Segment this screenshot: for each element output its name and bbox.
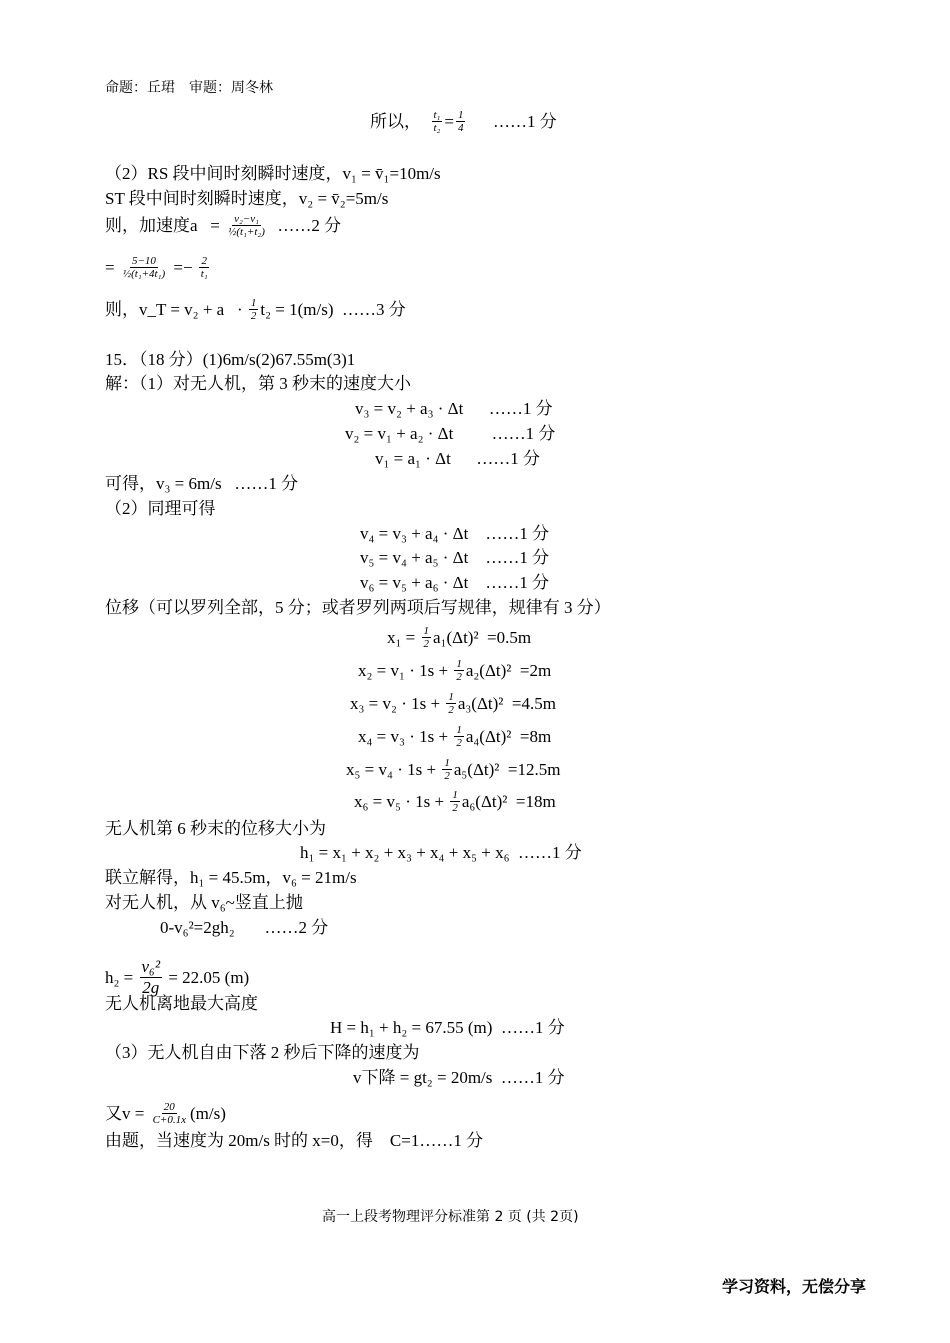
text-line	[160, 917, 328, 939]
text-segment: a₁(Δt)² =0.5m	[433, 627, 532, 647]
text-line	[105, 1101, 226, 1126]
denominator: 4	[457, 122, 464, 134]
denominator: ½(t₁+4t₁)	[122, 268, 166, 280]
text-segment: 对无人机，从 v₆~竖直上抛	[105, 893, 303, 912]
fraction	[226, 213, 267, 238]
text-line	[105, 163, 441, 185]
numerator: 2	[201, 255, 207, 267]
text-segment: a₆(Δt)² =18m	[461, 791, 556, 811]
denominator: 2	[250, 310, 257, 322]
text-line	[105, 957, 249, 998]
text-segment: 无人机第 6 秒末的位移大小为	[105, 819, 326, 838]
denominator: 2g	[142, 978, 160, 997]
text-line	[360, 572, 549, 594]
text-segment: =	[105, 257, 119, 277]
text-line	[105, 373, 411, 395]
denominator: 2	[452, 802, 458, 814]
fraction	[422, 625, 432, 650]
text-segment: t₂ = 1(m/s) ……3 分	[260, 299, 406, 319]
text-segment: （2）同理可得	[105, 499, 216, 518]
numerator: 1	[423, 625, 430, 637]
text-segment: 可得，v₃ = 6m/s ……1 分	[105, 474, 299, 493]
text-line	[330, 1017, 565, 1039]
text-segment: 0-v₆²=2gh₂ ……2 分	[160, 918, 329, 937]
text-segment: 又v =	[105, 1103, 149, 1123]
fraction	[140, 957, 163, 998]
text-segment: （3）无人机自由下落 2 秒后下降的速度为	[105, 1043, 420, 1062]
numerator: 1	[452, 789, 458, 801]
text-line	[355, 398, 553, 420]
fraction	[456, 109, 466, 134]
numerator: v₂−v₁	[234, 213, 259, 225]
text-line	[105, 297, 406, 322]
text-line	[105, 188, 388, 210]
text-line	[360, 523, 549, 545]
text-segment: 无人机离地最大高度	[105, 994, 258, 1013]
text-line	[105, 892, 303, 914]
numerator: 1	[448, 691, 454, 703]
denominator: t₂	[433, 122, 441, 134]
text-line	[375, 448, 540, 470]
fraction	[249, 297, 259, 322]
denominator: 2	[456, 737, 462, 749]
text-segment: a₂(Δt)² =2m	[465, 660, 552, 680]
text-segment: v₂ = v₁ + a₂ · Δt ……1 分	[345, 424, 556, 443]
text-segment: h₁ = x₁ + x₂ + x₃ + x₄ + x₅ + x₆ ……1 分	[300, 843, 582, 862]
text-segment: x₁ =	[387, 627, 420, 647]
share-note: 学习资料，无偿分享	[722, 1277, 867, 1296]
fraction	[442, 757, 452, 782]
denominator: ½(t₁+t₂)	[228, 226, 265, 238]
fraction	[151, 1101, 188, 1126]
fraction	[199, 255, 210, 280]
denominator: C+0.1x	[152, 1114, 186, 1126]
text-line	[353, 1067, 565, 1089]
text-segment: v₄ = v₃ + a₄ · Δt ……1 分	[360, 524, 550, 543]
page-footer: 高一上段考物理评分标准第 2 页 (共 2页)	[322, 1209, 579, 1225]
text-segment: =	[444, 111, 454, 131]
text-segment: h₂ =	[105, 967, 138, 987]
numerator: 1	[456, 724, 462, 736]
text-line	[105, 255, 212, 280]
text-segment: = 22.05 (m)	[164, 967, 250, 987]
denominator: t₁	[200, 268, 208, 280]
numerator: 5−10	[132, 255, 156, 267]
fraction	[454, 724, 464, 749]
text-segment: v₆ = v₅ + a₆ · Δt ……1 分	[360, 573, 550, 592]
text-segment: =−	[169, 257, 197, 277]
text-segment: x₃ = v₂ · 1s +	[350, 693, 445, 713]
text-line	[354, 789, 556, 814]
text-segment: 则，v_T = v₂ + a ·	[105, 299, 247, 319]
numerator: 1	[444, 757, 450, 769]
denominator: 2	[456, 671, 462, 683]
text-line	[387, 625, 531, 650]
fraction	[446, 691, 456, 716]
text-segment: 所以，	[370, 111, 430, 131]
numerator: t₁	[433, 109, 441, 121]
text-segment: (m/s)	[190, 1103, 226, 1123]
text-line	[345, 423, 555, 445]
text-line	[105, 597, 611, 619]
denominator: 2	[423, 638, 430, 650]
numerator: 1	[456, 658, 462, 670]
text-line	[370, 109, 557, 134]
text-segment: （2）RS 段中间时刻瞬时速度，v₁ = v̄₁=10m/s	[105, 164, 441, 183]
text-line	[105, 473, 298, 495]
text-segment: 联立解得，h₁ = 45.5m，v₆ = 21m/s	[105, 868, 357, 887]
fraction	[432, 109, 443, 134]
text-segment: x₂ = v₁ · 1s +	[358, 660, 453, 680]
text-line	[105, 498, 216, 520]
text-segment: x₄ = v₃ · 1s +	[358, 726, 453, 746]
text-segment: ST 段中间时刻瞬时速度，v₂ = v̄₂=5m/s	[105, 189, 389, 208]
text-segment: a₅(Δt)² =12.5m	[453, 759, 561, 779]
text-segment: ……2 分	[268, 215, 342, 235]
text-line	[358, 724, 551, 749]
text-segment: v₅ = v₄ + a₅ · Δt ……1 分	[360, 548, 550, 567]
text-line	[360, 547, 549, 569]
text-segment: x₅ = v₄ · 1s +	[346, 759, 441, 779]
text-line	[105, 1042, 420, 1064]
text-segment: 解：（1）对无人机，第 3 秒末的速度大小	[105, 374, 411, 393]
text-segment: v₁ = a₁ · Δt ……1 分	[375, 449, 541, 468]
text-segment: H = h₁ + h₂ = 67.55 (m) ……1 分	[330, 1018, 565, 1037]
text-line	[105, 818, 326, 840]
numerator: 1	[250, 297, 257, 309]
numerator: 1	[457, 109, 464, 121]
text-line	[300, 842, 582, 864]
author-header: 命题：丘珺 审题：周冬林	[105, 80, 273, 96]
text-segment: 由题，当速度为 20m/s 时的 x=0，得 C=1……1 分	[105, 1131, 484, 1150]
text-line	[350, 691, 556, 716]
text-segment: x₆ = v₅ · 1s +	[354, 791, 449, 811]
text-line	[105, 993, 258, 1015]
numerator: v₆²	[141, 957, 161, 976]
denominator: 2	[444, 770, 450, 782]
text-segment: 位移（可以罗列全部，5 分；或者罗列两项后写规律，规律有 3 分）	[105, 598, 611, 617]
denominator: 2	[448, 704, 454, 716]
text-line	[105, 1130, 483, 1152]
text-segment: 则，加速度a =	[105, 215, 225, 235]
fraction	[450, 789, 460, 814]
fraction	[121, 255, 167, 280]
text-segment: v₃ = v₂ + a₃ · Δt ……1 分	[355, 399, 553, 418]
text-line	[358, 658, 551, 683]
text-line	[105, 867, 357, 889]
text-segment: 15．（18 分）(1)6m/s(2)67.55m(3)1	[105, 350, 356, 369]
text-segment: a₄(Δt)² =8m	[465, 726, 552, 746]
text-line	[346, 757, 560, 782]
text-segment: ……1 分	[467, 111, 557, 131]
text-segment: a₃(Δt)² =4.5m	[457, 693, 556, 713]
numerator: 20	[163, 1101, 175, 1113]
text-line	[105, 349, 355, 371]
text-segment: v下降 = gt₂ = 20m/s ……1 分	[353, 1068, 565, 1087]
text-line	[105, 213, 341, 238]
fraction	[454, 658, 464, 683]
